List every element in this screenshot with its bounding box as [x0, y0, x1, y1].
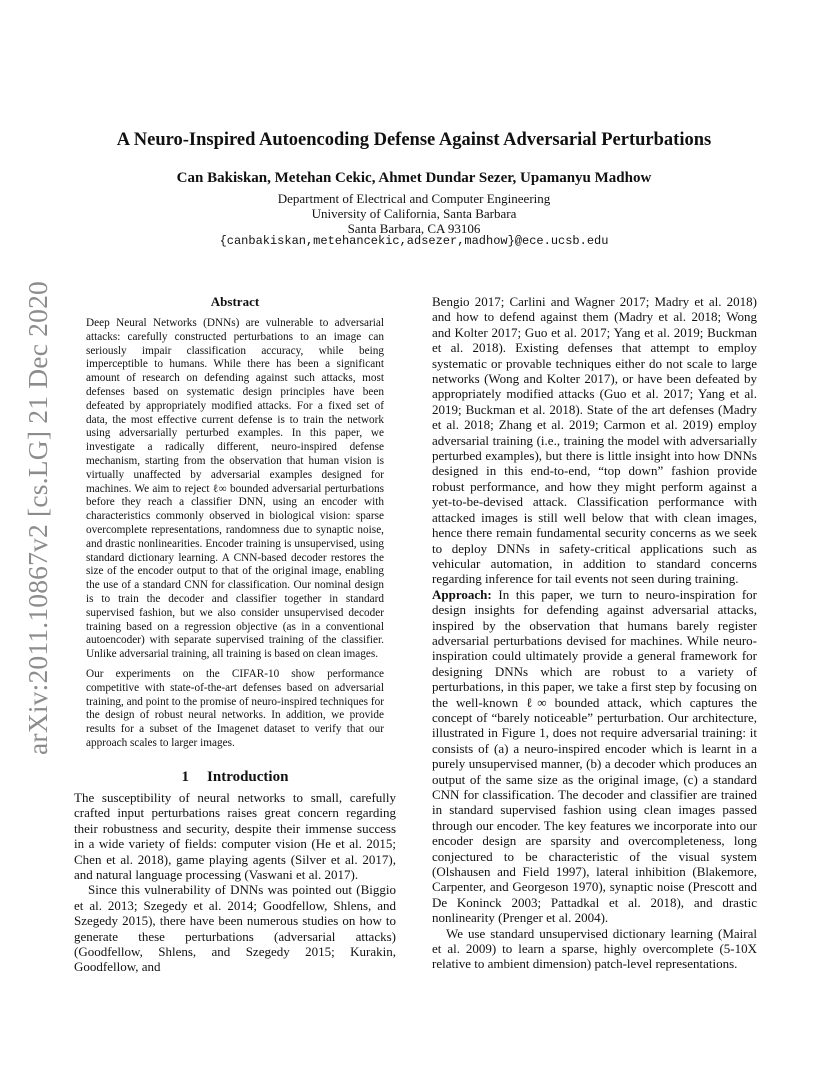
affiliation-university: University of California, Santa Barbara: [311, 206, 517, 221]
right-paragraph-3-text: We use standard unsupervised dictionary learning (Mairal et al. 2009) to learn a sparse, highly overcomplete (5-10X relative to ambient dimension) patch-level representations.: [432, 925, 757, 972]
section-title: Introduction: [207, 769, 289, 785]
right-paragraph-3: [432, 926, 757, 972]
right-column: [432, 294, 757, 972]
paper-title: A Neuro-Inspired Autoencoding Defense Against Adversarial Perturbations: [116, 130, 712, 150]
paper-authors: Can Bakiskan, Metehan Cekic, Ahmet Dundar Sezer, Upamanyu Madhow: [176, 170, 652, 186]
section-number: 1: [181, 769, 190, 785]
section-heading-introduction: [74, 769, 396, 786]
introduction-left-column: [74, 790, 396, 975]
intro-paragraph-2-text: Since this vulnerability of DNNs was pointed out (Biggio et al. 2013; Szegedy et al. 2014; Goodfellow, Shlens, and Szegedy 2015), there have been numerous studies on how to generate these perturbations (adversarial attacks) (Goodfellow, Shlens, and Szegedy 2015; Kurakin, Goodfellow, and: [74, 882, 396, 975]
affiliation-city: Santa Barbara, CA 93106: [347, 221, 481, 236]
abstract-heading: Abstract: [210, 294, 260, 309]
abstract-paragraph-1: Deep Neural Networks (DNNs) are vulnerable to adversarial attacks: carefully constructed perturbations to an image can seriously impair classification accuracy, while being imperceptible to humans. While there has been a significant amount of research on defending against such attacks, most defenses based on systematic design principles have been defeated by appropriately modified attacks. For a fixed set of data, the most effective current defense is to train the network using adversarially perturbed examples. In this paper, we investigate a radically different, neuro-inspired defense mechanism, starting from the observation that human vision is virtually unaffected by adversarial examples designed for machines. We aim to reject ℓ∞ bounded adversarial perturbations before they reach a classifier DNN, using an encoder with characteristics commonly observed in biological vision: sparse overcomplete representations, randomness due to synaptic noise, and drastic nonlinearities. Encoder training is unsupervised, using standard dictionary learning. A CNN-based decoder restores the size of the encoder output to that of the original image, enabling the use of a standard CNN for classification. Our nominal design is to train the decoder and classifier together in standard supervised fashion, but we also consider unsupervised decoder training based on a regression objective (as in a conventional autoencoder) with separate supervised training of the classifier. Unlike adversarial training, all training is based on clean images.: [86, 317, 384, 661]
intro-paragraph-1: The susceptibility of neural networks to small, carefully crafted input perturbations raises great concern regarding their robustness and security, despite their immense success in a wide variety of fields: computer vision (He et al. 2015; Chen et al. 2018), game playing agents (Silver et al. 2017), and natural language processing (Vaswani et al. 2017).: [74, 790, 396, 883]
affiliation-department: Department of Electrical and Computer Engineering: [277, 191, 551, 206]
approach-lead: Approach:: [432, 586, 492, 602]
abstract-paragraph-2: Our experiments on the CIFAR-10 show performance competitive with state-of-the-art defenses based on adversarial training, and point to the promise of neuro-inspired techniques for the design of robust neural networks. In addition, we provide results for a subset of the Imagenet dataset to verify that our approach scales to larger images.: [86, 668, 384, 749]
author-emails: {canbakiskan,metehancekic,adsezer,madhow}@ece.ucsb.edu: [219, 234, 609, 248]
right-paragraph-1: Bengio 2017; Carlini and Wagner 2017; Madry et al. 2018) and how to defend against them (Madry et al. 2018; Wong and Kolter 2017; Guo et al. 2017; Yang et al. 2019; Buckman et al. 2018). Existing defenses that attempt to employ systematic or provable techniques either do not scale to large networks (Wong and Kolter 2017), or have been defeated by appropriately modified attacks (Guo et al. 2017; Yang et al. 2019; Buckman et al. 2018). State of the art defenses (Madry et al. 2018; Zhang et al. 2019; Carmon et al. 2019) employ adversarial training (i.e., training the model with adversarially perturbed examples), but there is little insight into how DNNs designed in this end-to-end, “top down” fashion provide robust performance, and how they might perform against a yet-to-be-devised attack. Classification performance with attacked images is still well below that with clean images, hence there remain fundamental security concerns as we seek to deploy DNNs in safety-critical applications such as vehicular automation, in addition to standard concerns regarding inference for tail events not seen during training.: [432, 294, 757, 587]
intro-paragraph-2: [74, 882, 396, 974]
approach-text: In this paper, we turn to neuro-inspiration for design insights for defending against adversarial attacks, inspired by the observation that humans barely register adversarial perturbations devised for machines. While neuro-inspiration could ultimately provide a general framework for designing DNNs which are robust to a variety of perturbations, in this paper, we take a first step by focusing on the well-known ℓ∞ bounded attack, which captures the concept of “barely noticeable” perturbation. Our architecture, illustrated in Figure 1, does not require adversarial training: it consists of (a) a neuro-inspired encoder which is learnt in a purely unsupervised manner, (b) a decoder which produces an output of the same size as the original image, (c) a standard CNN for classification. The decoder and classifier are trained in standard supervised fashion using clean images passed through our encoder. The key features we incorporate into our encoder design are sparsity and overcompleteness, long conjectured to be characteristic of the visual system (Olshausen and Field 1997), lateral inhibition (Blakemore, Carpenter, and Georgeson 1970), synaptic noise (Prescott and De Koninck 2003; Pattadkal et al. 2018), and drastic nonlinearity (Prenger et al. 2004).: [432, 586, 757, 926]
approach-paragraph: [432, 587, 757, 926]
arxiv-identifier-stamp: arXiv:2011.10867v2 [cs.LG] 21 Dec 2020: [22, 281, 53, 755]
